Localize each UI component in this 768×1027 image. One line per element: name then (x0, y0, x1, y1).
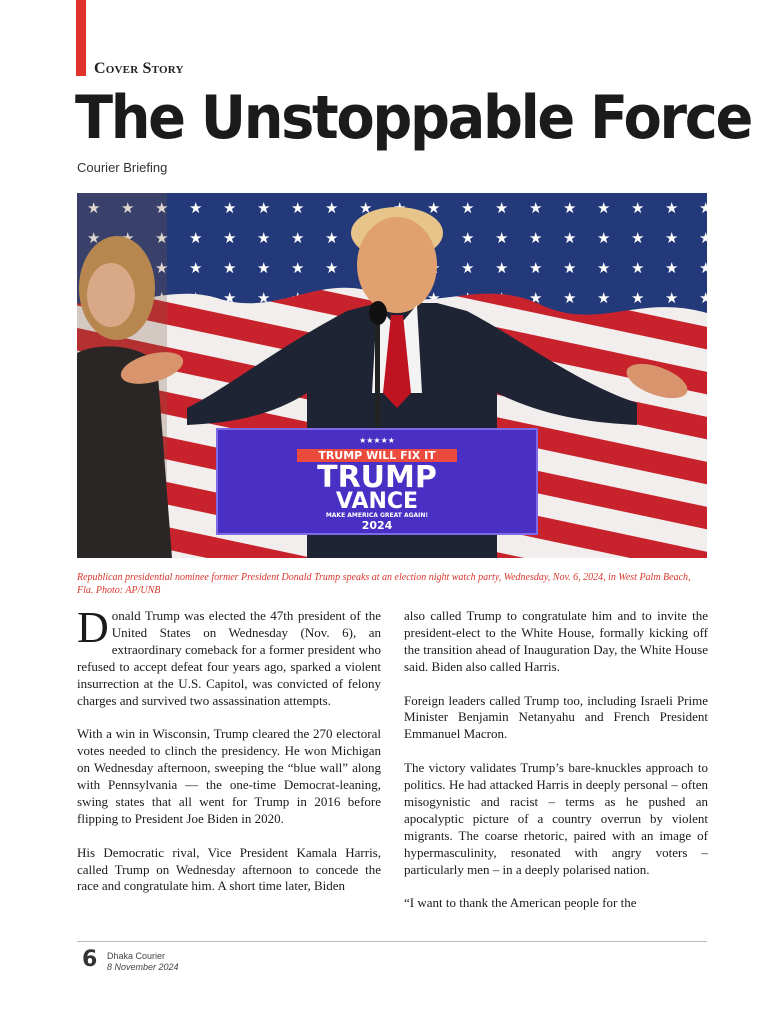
article-paragraph: “I want to thank the American people for the (404, 895, 637, 911)
article-paragraph: also called Trump to congratulate him and to invite the president-elect to the White House, formally kicking off the transition ahead of Inauguration Day, the White House said. Biden also called Harris. (404, 608, 708, 674)
article-paragraph: The victory validates Trump’s bare-knuckles approach to politics. He had attacked Harris in deeply personal – often misogynistic and racist – terms as he pushed an apocalyptic picture of a country overrun by violent migrants. The coarse rhetoric, paired with an image of hypermasculinity, resonated with angry voters – particularly men – in a deeply polarised nation. (404, 760, 708, 877)
podium-trump: TRUMP (317, 460, 437, 495)
footer-divider (77, 941, 707, 942)
section-accent-bar (76, 0, 86, 76)
article-column-left (77, 603, 381, 912)
publication-date: 8 November 2024 (107, 962, 179, 972)
podium-stars: ★★★★★ (359, 436, 395, 445)
podium-year: 2024 (361, 519, 393, 532)
photo-caption: Republican presidential nominee former President Donald Trump speaks at an election night watch party, Wednesday, Nov. 6, 2024, in West Palm Beach, Fla. Photo: AP/UNB (77, 572, 691, 596)
cover-photo (77, 193, 707, 558)
article-paragraph: Donald Trump was elected the 47th president of the United States on Wednesday (Nov. 6), an extraordinary comeback for a former president who refused to accept defeat four years ago, sparked a violent insurrection at the U.S. Capitol, was convicted of felony charges and survived two assassination attempts. (77, 603, 381, 708)
byline: Courier Briefing (77, 160, 168, 175)
page-title: The Unstoppable Force (75, 83, 752, 153)
article-column-right (404, 608, 708, 929)
page-number: 6 (82, 947, 98, 972)
section-label: Cover Story (94, 60, 184, 77)
article-paragraph: With a win in Wisconsin, Trump cleared the 270 electoral votes needed to clinch the presidency. He won Michigan on Wednesday afternoon, sweeping the “blue wall” along with Pennsylvania — the one-time Democrat-leaning, swing states that all went for Trump in 2016 before flipping to President Joe Biden in 2020. (77, 726, 381, 826)
podium-tagline: MAKE AMERICA GREAT AGAIN! (325, 512, 429, 519)
article-paragraph: Foreign leaders called Trump too, including Israeli Prime Minister Benjamin Netanyahu and French President Emmanuel Macron. (404, 692, 708, 742)
article-paragraph: His Democratic rival, Vice President Kamala Harris, called Trump on Wednesday afternoon to concede the race and congratulate him. A short time later, Biden (77, 844, 381, 894)
podium-slogan: TRUMP WILL FIX IT (318, 449, 436, 462)
publication-info (107, 951, 179, 973)
podium-vance: VANCE (335, 489, 419, 514)
publication-name: Dhaka Courier (107, 951, 166, 961)
drop-cap: D (77, 603, 109, 652)
